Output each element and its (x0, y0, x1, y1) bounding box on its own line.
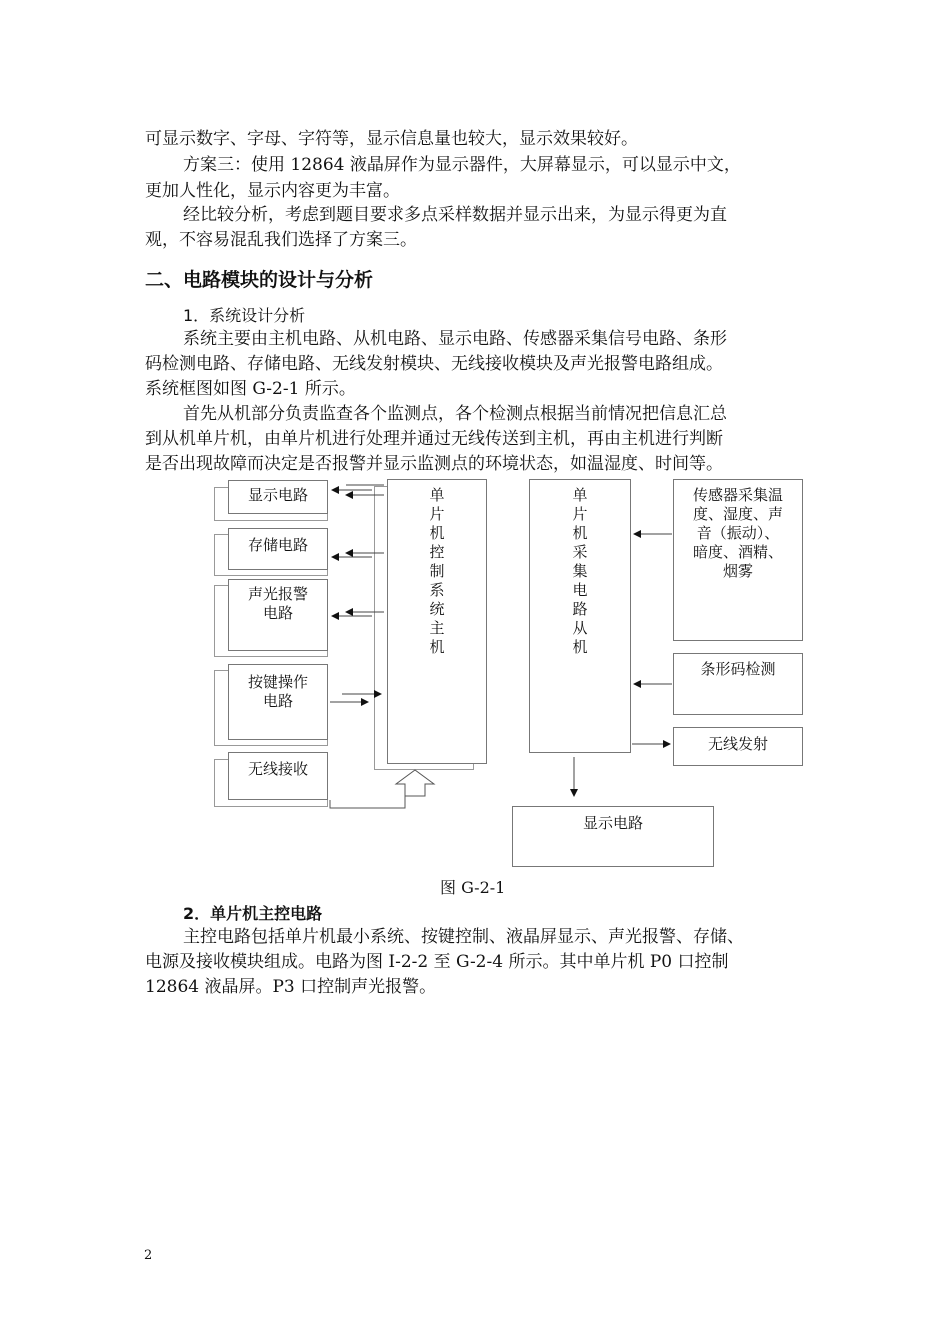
paragraph-line: 经比较分析，考虑到题目要求多点采样数据并显示出来，为显示得更为直 (183, 205, 727, 225)
paragraph-line: 系统框图如图 G-2-1 所示。 (145, 379, 356, 399)
wireless-transmit-label: 无线发射 (707, 735, 768, 753)
sensor-label: 传感器采集温 度、湿度、声 音（振动）、 暗度、酒精、 烟雾 (692, 486, 783, 580)
paragraph-line: 可显示数字、字母、字符等，显示信息量也较大，显示效果较好。 (145, 129, 638, 149)
wireless-receive-label: 无线接收 (247, 760, 308, 778)
paragraph-line: 12864 液晶屏。P3 口控制声光报警。 (145, 977, 437, 997)
paragraph-line: 方案三：使用 12864 液晶屏作为显示器件，大屏幕显示，可以显示中文， (183, 155, 741, 175)
paragraph-line: 系统主要由主机电路、从机电路、显示电路、传感器采集信号电路、条形 (183, 329, 727, 349)
storage-circuit-label: 存储电路 (247, 536, 308, 554)
figure-caption: 图 G-2-1 (440, 878, 506, 897)
keypad-circuit-label: 按键操作 电路 (247, 673, 308, 710)
slave-display-label: 显示电路 (582, 814, 643, 832)
paragraph-line: 码检测电路、存储电路、无线发射模块、无线接收模块及声光报警电路组成。 (145, 354, 723, 374)
master-mcu-label: 单片机控制系统主机 (429, 486, 445, 656)
paragraph-line: 观，不容易混乱我们选择了方案三。 (145, 230, 417, 250)
barcode-label: 条形码检测 (700, 660, 776, 678)
paragraph-line: 首先从机部分负责监查各个监测点，各个检测点根据当前情况把信息汇总 (183, 404, 727, 424)
paragraph-line: 是否出现故障而决定是否报警并显示监测点的环境状态，如温湿度、时间等。 (145, 454, 723, 474)
slave-mcu-label: 单片机采集电路从机 (572, 486, 588, 656)
section-heading: 二、电路模块的设计与分析 (145, 269, 374, 291)
paragraph-line: 到从机单片机，由单片机进行处理并通过无线传送到主机，再由主机进行判断 (145, 429, 723, 449)
display-circuit-label: 显示电路 (247, 486, 308, 504)
page-number: 2 (144, 1248, 153, 1263)
subsection-heading: 2．单片机主控电路 (183, 904, 323, 923)
paragraph-line: 主控电路包括单片机最小系统、按键控制、液晶屏显示、声光报警、存储、 (183, 927, 744, 947)
paragraph-line: 更加人性化，显示内容更为丰富。 (145, 181, 400, 201)
paragraph-line: 电源及接收模块组成。电路为图 I-2-2 至 G-2-4 所示。其中单片机 P0 口控制 (145, 952, 729, 972)
alarm-circuit-label: 声光报警 电路 (247, 585, 308, 622)
subsection-heading: 1．系统设计分析 (183, 306, 306, 325)
